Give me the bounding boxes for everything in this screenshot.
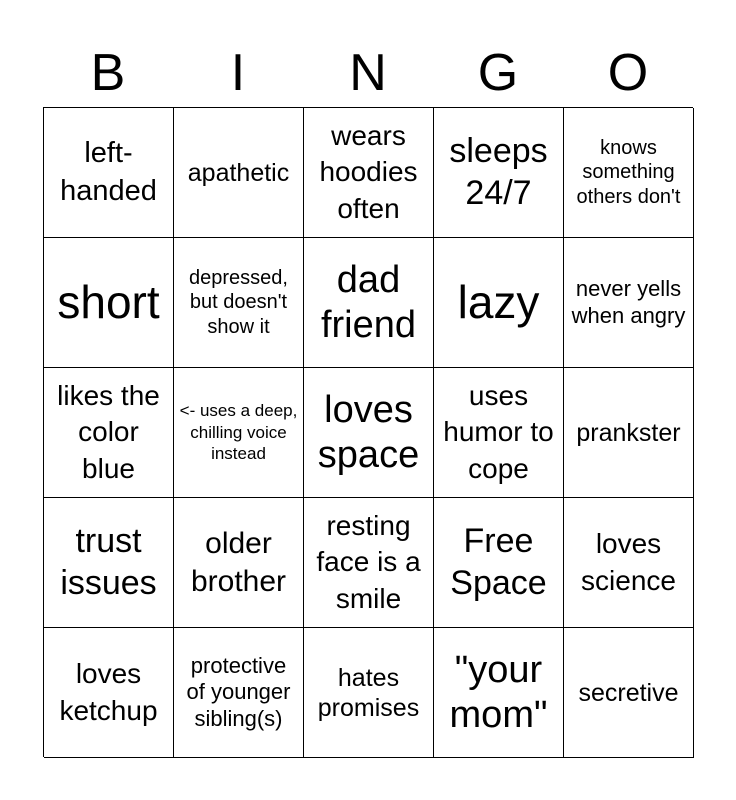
bingo-cell[interactable]: [434, 108, 564, 238]
cell-text: depressed, but doesn't show it: [189, 266, 288, 338]
cell-text: "your mom": [449, 649, 548, 736]
header-letter-b: B: [90, 44, 126, 102]
header-letter-g: G: [477, 44, 519, 102]
bingo-cell[interactable]: [304, 238, 434, 368]
bingo-cell[interactable]: [304, 368, 434, 498]
bingo-cell[interactable]: [304, 108, 434, 238]
cell-text: secretive: [578, 678, 679, 707]
bingo-cell[interactable]: [434, 368, 564, 498]
bingo-cell[interactable]: [564, 368, 694, 498]
bingo-cell[interactable]: [564, 108, 694, 238]
cell-text: short: [57, 276, 160, 329]
header-letter-o: O: [607, 44, 649, 102]
cell-text: loves ketchup: [59, 658, 158, 726]
bingo-cell[interactable]: [304, 498, 434, 628]
bingo-cell[interactable]: [304, 628, 434, 758]
cell-text: uses humor to cope: [443, 379, 554, 484]
cell-text: <- uses a deep, chilling voice instead: [179, 400, 298, 464]
bingo-cell[interactable]: [434, 238, 564, 368]
cell-text: protective of younger sibling(s): [186, 652, 291, 731]
bingo-cell[interactable]: [44, 238, 174, 368]
bingo-cell[interactable]: [564, 498, 694, 628]
bingo-cell[interactable]: [44, 368, 174, 498]
cell-text: apathetic: [187, 158, 290, 187]
bingo-cell[interactable]: [174, 498, 304, 628]
bingo-cell[interactable]: [564, 238, 694, 368]
free-space-cell[interactable]: [434, 498, 564, 628]
free-space-text: Free Space: [450, 522, 547, 602]
header-letter-i: I: [230, 44, 246, 102]
cell-text: hates promises: [317, 663, 420, 722]
cell-text: prankster: [576, 418, 681, 447]
cell-text: trust issues: [60, 522, 157, 602]
cell-text: loves science: [581, 528, 676, 596]
cell-text: sleeps 24/7: [449, 132, 548, 212]
bingo-header: [43, 40, 693, 106]
header-letter-n: N: [349, 44, 387, 102]
cell-text: never yells when angry: [571, 276, 686, 328]
bingo-board: [43, 107, 693, 757]
bingo-cell[interactable]: [44, 108, 174, 238]
bingo-cell[interactable]: [174, 368, 304, 498]
bingo-cell[interactable]: [564, 628, 694, 758]
cell-text: lazy: [457, 276, 540, 329]
bingo-cell[interactable]: [44, 628, 174, 758]
cell-text: left-handed: [60, 137, 157, 207]
bingo-cell[interactable]: [44, 498, 174, 628]
cell-text: resting face is a smile: [316, 509, 421, 614]
bingo-cell[interactable]: [174, 238, 304, 368]
bingo-cell[interactable]: [174, 108, 304, 238]
cell-text: wears hoodies often: [319, 119, 418, 224]
cell-text: loves space: [317, 389, 420, 476]
bingo-cell[interactable]: [174, 628, 304, 758]
cell-text: older brother: [190, 527, 287, 598]
bingo-cell[interactable]: [434, 628, 564, 758]
cell-text: likes the color blue: [57, 379, 160, 484]
cell-text: dad friend: [320, 259, 417, 346]
cell-text: knows something others don't: [576, 136, 681, 208]
